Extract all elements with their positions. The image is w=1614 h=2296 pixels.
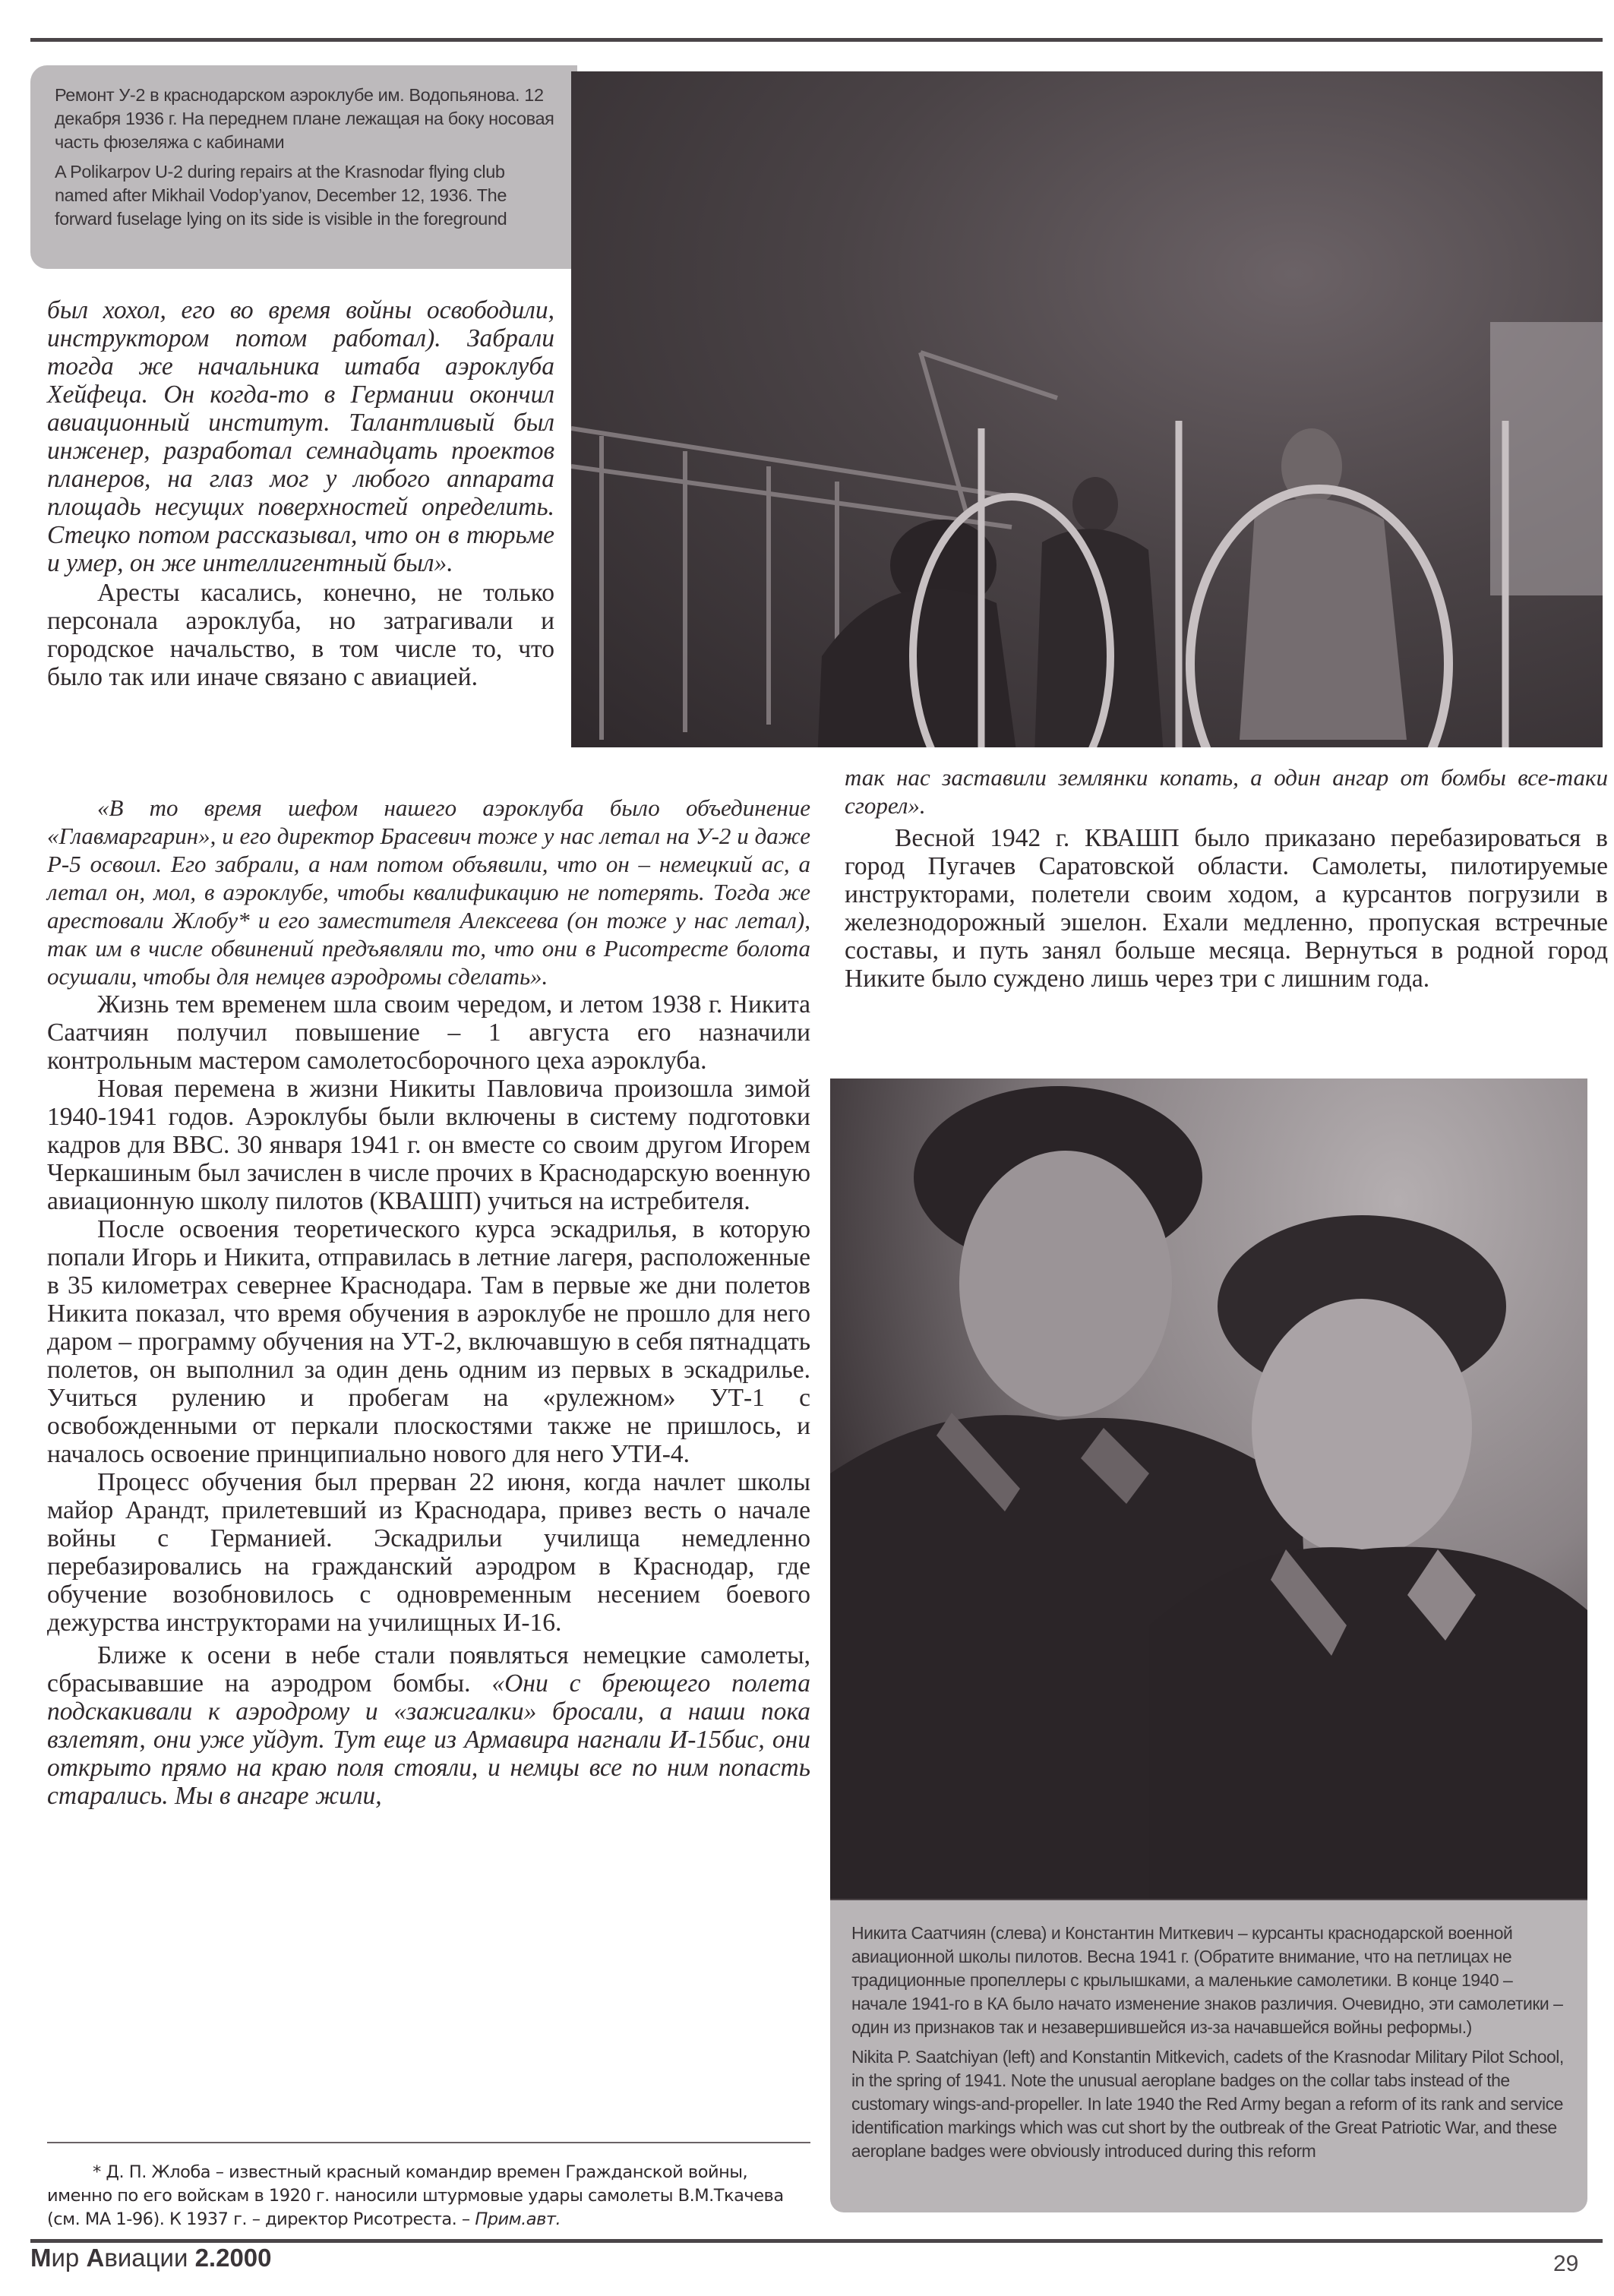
article-quote-paragraph: «В то время шефом нашего аэроклуба было объединение «Главмаргарин», и его директор Брасевич тоже у нас летал на У-2 и даже Р-5 освоил. Его забрали, а нам потом объявили, что он – немецкий ас, а летал он, мол, в аэроклубе, чтобы квалификацию не потерять. Тогда же арестовали Жлобу* и его заместителя Алексеева (он тоже у нас летал), так им в числе обвинений предъявляли то, что они в Рисотресте болота осушали, чтобы для немцев аэродромы сделать». — [47, 794, 810, 990]
publication-word-1: ир — [51, 2244, 87, 2272]
bottom-photo-image — [830, 1079, 1587, 1899]
publication-issue: 2.2000 — [194, 2244, 272, 2272]
bottom-photo — [830, 1079, 1587, 1899]
article-paragraph: Весной 1942 г. КВАШП было приказано перебазироваться в город Пугачев Саратовской области. Самолеты, пилотируемые инструкторами, полетели своим ходом, а курсантов погрузили в железнодорожный эшелон. Ехали медленно, пропуская встречные составы, и путь занял больше месяца. Вернуться в родной город Никите было суждено лишь через три с лишним года. — [845, 824, 1608, 993]
footer-rule — [30, 2239, 1603, 2243]
header-rule — [30, 38, 1603, 42]
footnote-text — [47, 2161, 810, 2231]
top-photo-caption-en: A Polikarpov U-2 during repairs at the Krasnodar flying club named after Mikhail Vodop’yanov, December 12, 1936. The forward fuselage lying on its side is visible in the foreground — [55, 162, 507, 229]
top-photo-caption-ru: Ремонт У-2 в краснодарском аэроклубе им. Водопьянова. 12 декабря 1936 г. На переднем плане лежащая на боку носовая часть фюзеляжа с кабинами — [55, 85, 554, 152]
article-paragraph — [47, 1641, 810, 1810]
publication-initial-a: А — [86, 2244, 105, 2272]
article-paragraph: Жизнь тем временем шла своим чередом, и летом 1938 г. Никита Саатчиян получил повышение – 1 августа его назначили контрольным мастером самолетосборочного цеха аэроклуба. — [47, 990, 810, 1075]
publication-title — [30, 2244, 272, 2272]
top-photo — [571, 71, 1603, 747]
article-quote-paragraph: так нас заставили землянки копать, а один ангар от бомбы все-таки сгорел». — [845, 764, 1608, 819]
article-paragraph-text: Ближе к осени в небе стали появляться немецкие самолеты, сбрасывавшие на аэродром бомбы. — [47, 1641, 810, 1698]
page-number: 29 — [1553, 2251, 1579, 2276]
bottom-photo-caption-en: Nikita P. Saatchiyan (left) and Konstantin Mitkevich, cadets of the Krasnodar Military Pilot School, in the spring of 1941. Note the unusual aeroplane badges on the collar tabs instead of the customary wings-and-propeller. In late 1940 the Red Army began a reform of its rank and service identification markings which was cut short by the outbreak of the Great Patriotic War, and these aeroplane badges were obviously introduced during this reform — [851, 2047, 1564, 2161]
top-photo-caption — [30, 65, 577, 269]
article-quote-text: «Они с бреющего полета подскакивали к аэродрому и «зажигалки» бросали, а наши пока взлетят, они уже уйдут. Тут еще из Армавира нагнали И-15бис, они открыто прямо на краю поля стояли, и немцы все по ним попасть старались. Мы в ангаре жили, — [47, 1669, 810, 1810]
article-paragraph: Аресты касались, конечно, не только персонала аэроклуба, но затрагивали и городское начальство, в том числе то, что было так или иначе связано с авиацией. — [47, 579, 554, 691]
article-column-right — [845, 763, 1608, 993]
article-column-left — [47, 794, 810, 1810]
article-paragraph: Процесс обучения был прерван 22 июня, когда начлет школы майор Арандт, прилетевший из Краснодара, привез весть о начале войны с Германией. Эскадрильи училища немедленно перебазировались на гражданский аэродром в Краснодар, где обучение возобновилось с одновременным несением боевого дежурства инструкторами на училищных И-16. — [47, 1468, 810, 1637]
publication-word-2: виации — [104, 2244, 195, 2272]
article-paragraph: был хохол, его во время войны освободили, инструктором потом работал). Забрали тогда же начальника штаба аэроклуба Хейфеца. Он когда-то в Германии окончил авиационный институт. Талантливый был инженер, разработал семнадцать проектов планеров, на глаз мог у любого аппарата площадь несущих поверхностей определить. Стецко потом рассказывал, что он в тюрьме и умер, он же интеллигентный был». — [47, 296, 554, 577]
footnote-body: * Д. П. Жлоба – известный красный командир времен Гражданской войны, именно по его войскам в 1920 г. наносили штурмовые удары самолеты В.М.Ткачева (см. МА 1-96). К 1937 г. – директор Рисотреста. – — [47, 2162, 784, 2229]
bottom-photo-caption — [830, 1899, 1587, 2212]
bottom-photo-caption-ru: Никита Саатчиян (слева) и Константин Миткевич – курсанты краснодарской военной авиационной школы пилотов. Весна 1941 г. (Обратите внимание, что на петлицах не традиционные пропеллеры с крылышками, а маленькие самолетики. В конце 1940 – начале 1941-го в КА было начато изменение знаков различия. Очевидно, эти самолетики – один из признаков так и незавершившейся из-за начавшейся войны реформы.) — [851, 1923, 1563, 2037]
article-paragraph: После освоения теоретического курса эскадрилья, в которую попали Игорь и Никита, отправилась в летние лагеря, расположенные в 35 километрах севернее Краснодара. Там в первые же дни полетов Никита показал, что время обучения в аэроклубе не прошло для него даром – программу обучения на УТ-2, включавшую в себя пятнадцать полетов, он выполнил за один день одним из первых в эскадрилье. Учиться рулению и пробегам на «рулежном» УТ-1 с освобожденными от перкали плоскостями также не пришлось, и началось освоение принципиально нового для него УТИ-4. — [47, 1215, 810, 1468]
footnote-author-note: Прим.авт. — [475, 2209, 561, 2229]
article-column-left-top — [47, 296, 554, 691]
footnote — [47, 2161, 810, 2231]
article-paragraph: Новая перемена в жизни Никиты Павловича произошла зимой 1940-1941 годов. Аэроклубы были включены в систему подготовки кадров для ВВС. 30 января 1941 г. он вместе со своим другом Игорем Черкашиным был зачислен в числе прочих в Краснодарскую военную авиационную школу пилотов (КВАШП) учиться на истребителя. — [47, 1075, 810, 1215]
publication-initial-m: М — [30, 2244, 52, 2272]
top-photo-image — [571, 71, 1603, 747]
footnote-rule — [47, 2142, 810, 2143]
